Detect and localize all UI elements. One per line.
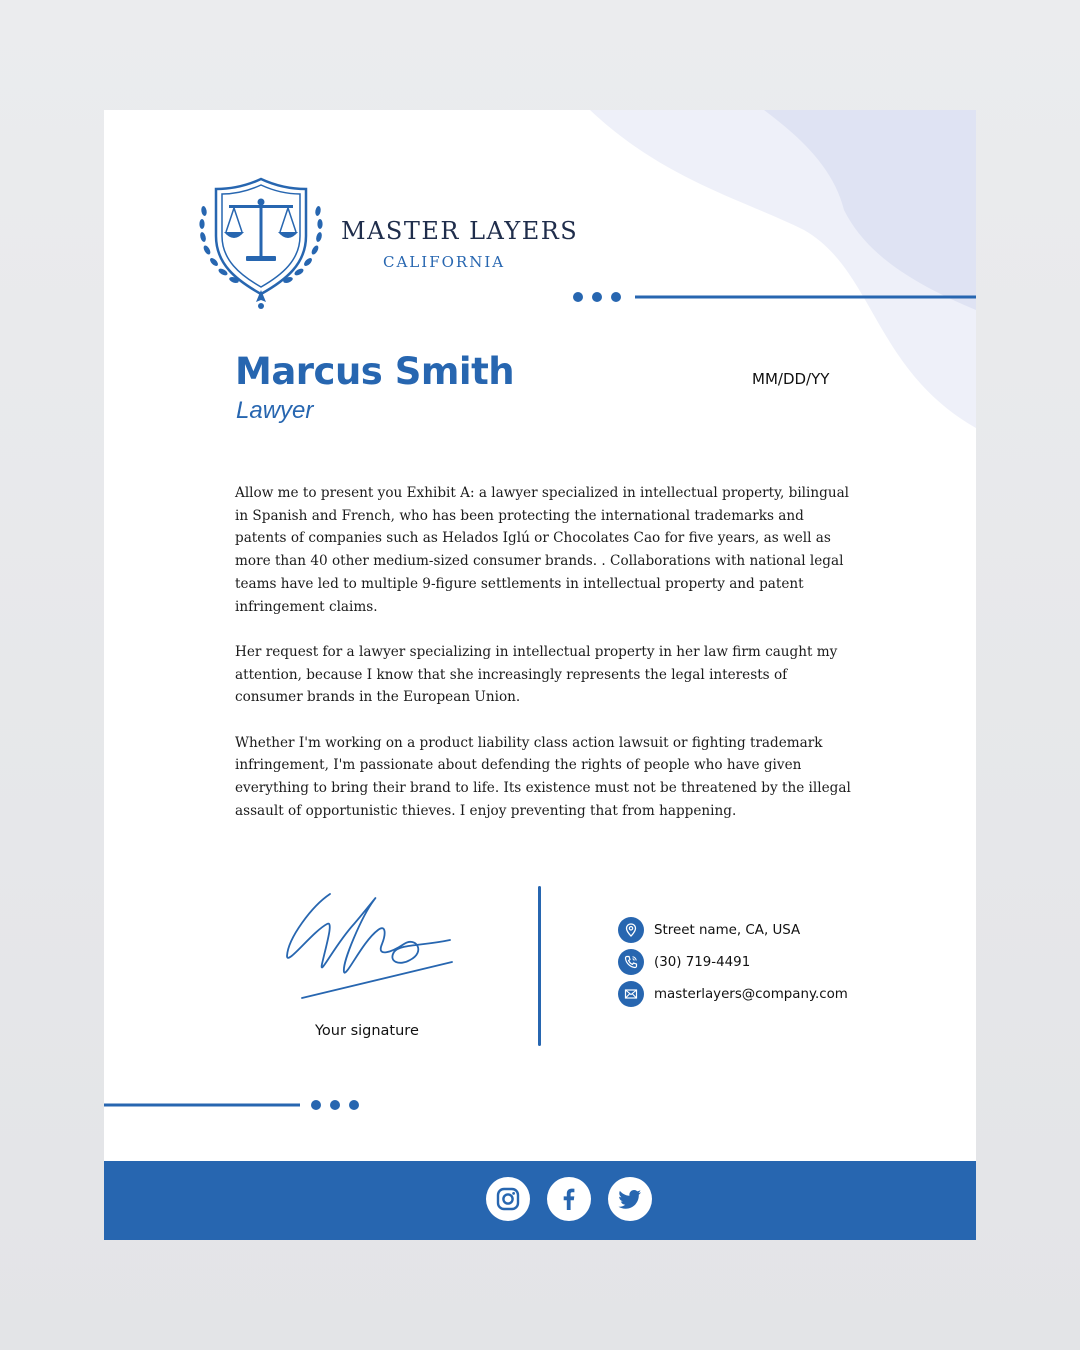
letter-body <box>235 482 855 845</box>
person-name: Marcus Smith <box>235 350 515 393</box>
letter-date: MM/DD/YY <box>752 370 830 388</box>
signature-label: Your signature <box>315 1023 419 1039</box>
email-icon <box>618 981 644 1007</box>
footer-bar <box>104 1161 976 1240</box>
phone-text: (30) 719-4491 <box>654 954 751 970</box>
body-paragraph: Whether I'm working on a product liability class action lawsuit or fighting trademark infringement, I'm passionate about defending the rights of people who have given everything to bring their brand to life. Its existence must not be threatened by the illegal assault of opportunistic thieves. I enjoy preventing that from happening. <box>235 734 851 819</box>
footer-divider <box>104 1098 366 1112</box>
scales-of-justice-shield-icon <box>194 176 329 312</box>
location-pin-icon <box>618 917 644 943</box>
header-divider <box>570 290 976 304</box>
contact-email[interactable] <box>618 981 848 1007</box>
brand-name: MASTER LAYERS <box>341 217 579 245</box>
instagram-icon[interactable] <box>486 1177 530 1221</box>
contact-phone[interactable] <box>618 949 750 975</box>
address-text: Street name, CA, USA <box>654 922 801 938</box>
brand-location: CALIFORNIA <box>383 253 506 271</box>
body-paragraph: Allow me to present you Exhibit A: a lawyer specialized in intellectual property, bilingual in Spanish and French, who has been protecting the international trademarks and patents of companies such as Helados Iglú or Chocolates Cao for five years, as well as more than 40 other medium-sized consumer brands. . Collaborations with national legal teams have led to multiple 9-figure settlements in intellectual property and patent infringement claims. <box>235 485 850 615</box>
letterhead-page <box>104 110 976 1240</box>
handwritten-signature <box>282 886 462 1001</box>
twitter-icon[interactable] <box>608 1177 652 1221</box>
body-paragraph: Her request for a lawyer specializing in intellectual property in her law firm caught my attention, because I know that she increasingly represents the legal interests of consumer brands in the European Union. <box>235 643 838 706</box>
person-role: Lawyer <box>236 397 314 424</box>
email-text: masterlayers@company.com <box>654 986 848 1002</box>
vertical-divider <box>538 886 541 1046</box>
phone-icon <box>618 949 644 975</box>
contact-address <box>618 917 800 943</box>
facebook-icon[interactable] <box>547 1177 591 1221</box>
